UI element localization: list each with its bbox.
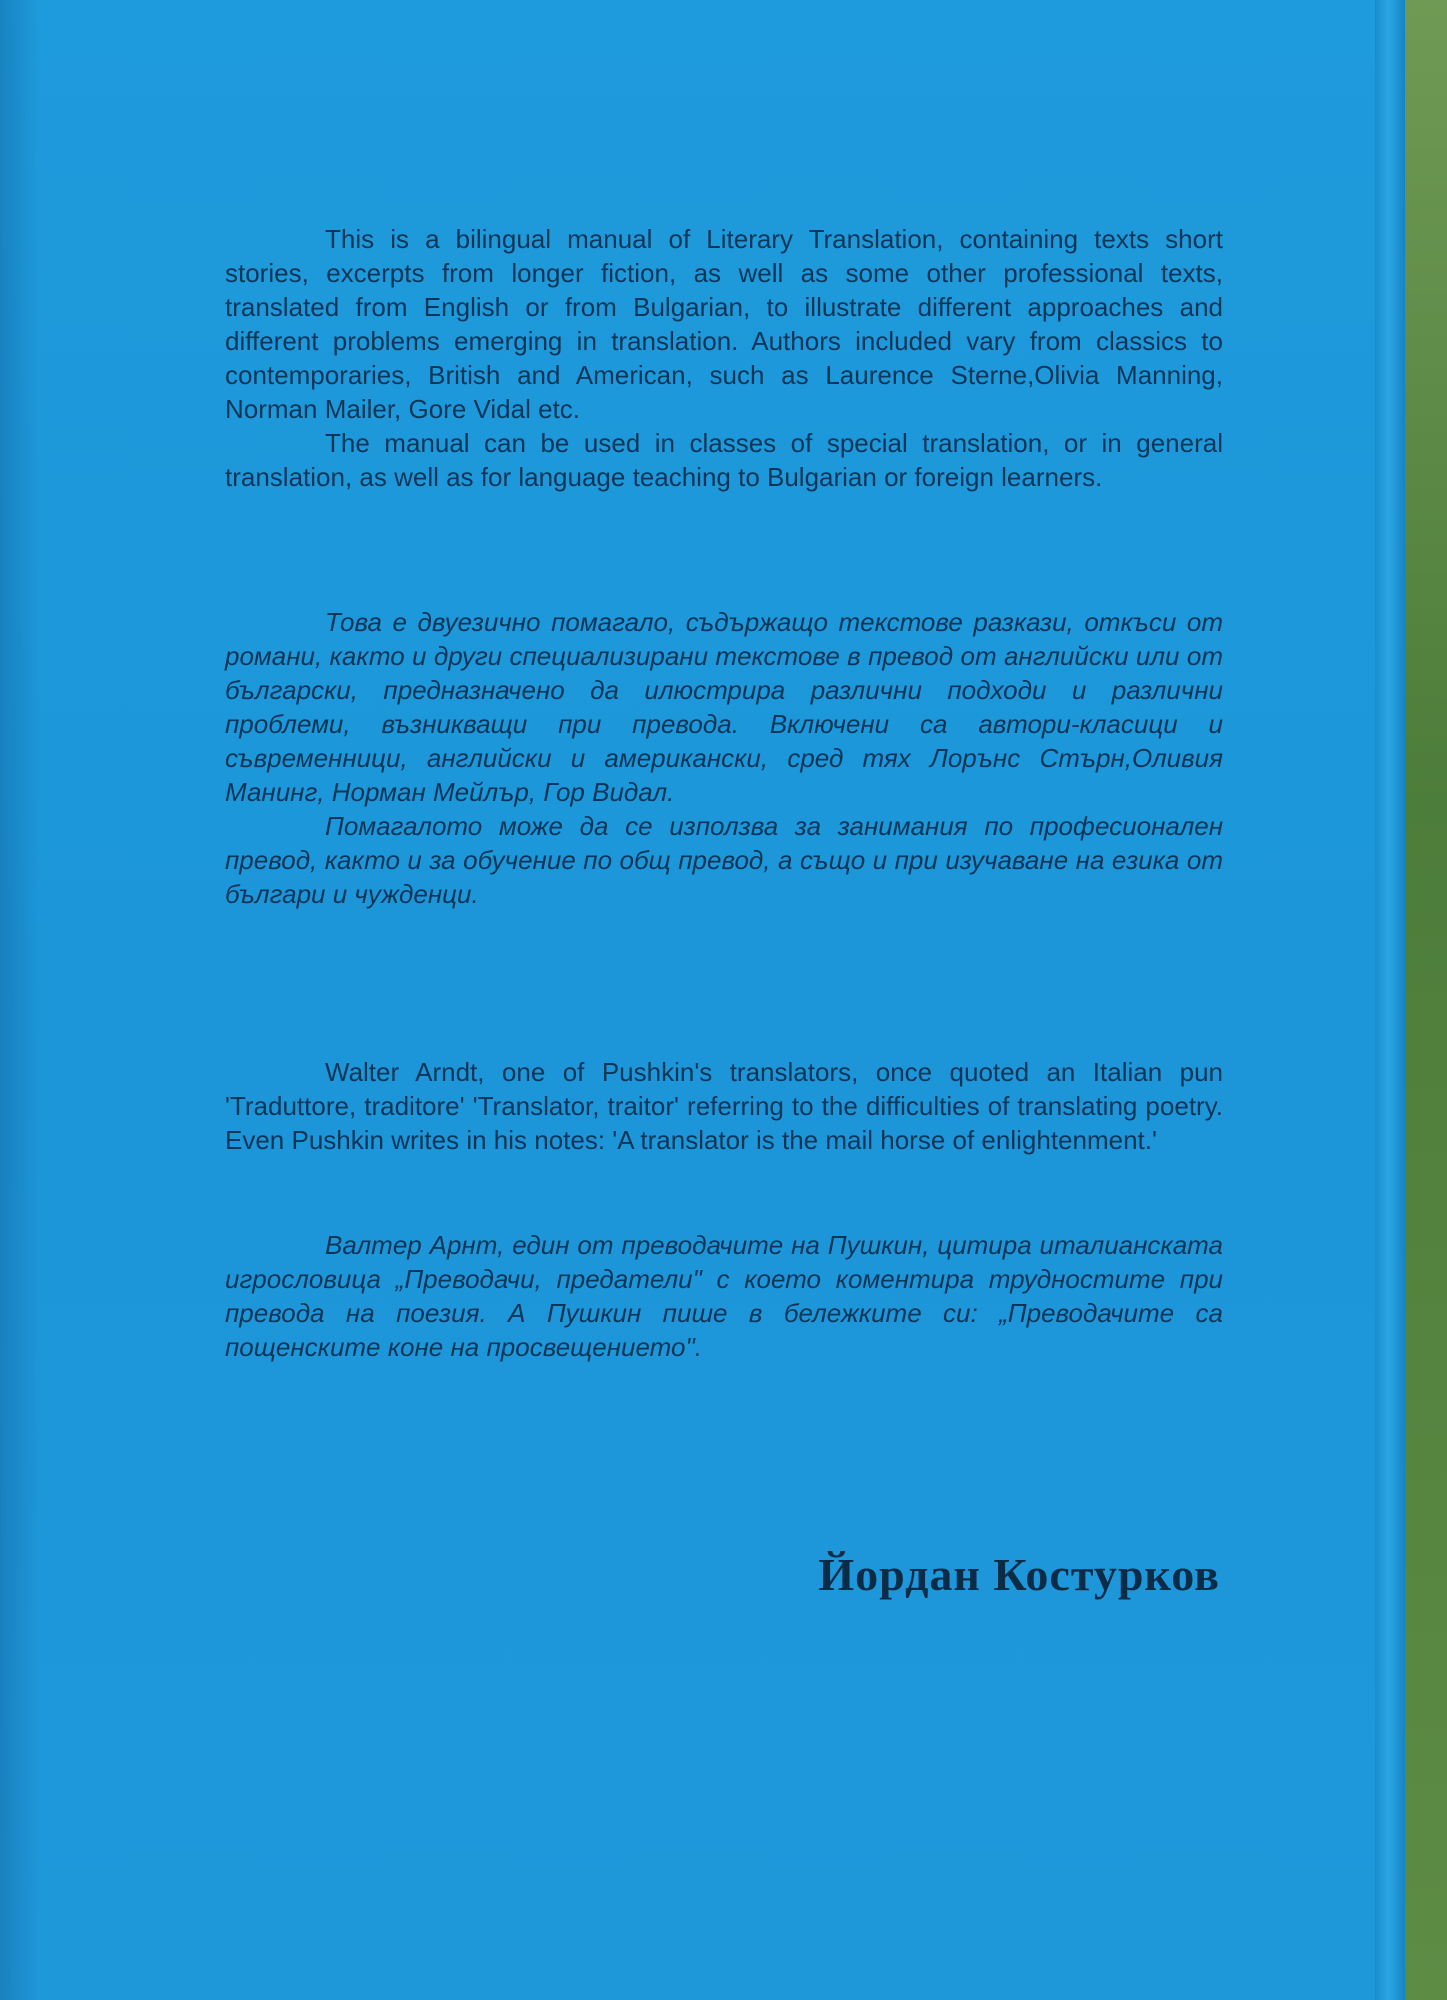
bulgarian-quote-text: Валтер Арнт, един от преводачите на Пушкин, цитира италианската игрословица „Преводачи, предатели" с което коментира трудностите при превода на поезия. А Пушкин пише в бележките си: „Преводачите са пощенските коне на просвещението".	[225, 1230, 1223, 1362]
author-name: Йордан Костурков	[818, 1549, 1220, 1600]
english-quote	[225, 1055, 1223, 1157]
bulgarian-intro-paragraph-2: Помагалото може да се използва за занимания по професионален превод, както и за обучение по общ превод, а също и при изучаване на езика от българи и чужденци.	[225, 811, 1223, 909]
english-intro	[225, 222, 1223, 494]
bulgarian-intro-paragraph-1: Това е двуезично помагало, съдържащо текстове разкази, откъси от романи, както и други специализирани текстове в превод от английски или от български, предназначено да илюстрира различни подходи и различни проблеми, възникващи при превода. Включени са автори-класици и съвременници, английски и американски, сред тях Лорънс Стърн,Оливия Манинг, Норман Мейлър, Гор Видал.	[225, 607, 1223, 807]
cover-shadow	[0, 0, 40, 2000]
bulgarian-quote	[225, 1228, 1223, 1364]
english-quote-text: Walter Arndt, one of Pushkin's translators, once quoted an Italian pun 'Traduttore, traditore' 'Translator, traitor' referring to the difficulties of translating poetry. Even Pushkin writes in his notes: 'A translator is the mail horse of enlightenment.'	[225, 1057, 1223, 1155]
english-intro-paragraph-1: This is a bilingual manual of Literary Translation, containing texts short stories, excerpts from longer fiction, as well as some other professional texts, translated from English or from Bulgarian, to illustrate different approaches and different problems emerging in translation. Authors included vary from classics to contemporaries, British and American, such as Laurence Sterne,Olivia Manning, Norman Mailer, Gore Vidal etc.	[225, 224, 1223, 424]
book-page-edge	[1375, 0, 1405, 2000]
bulgarian-intro	[225, 605, 1223, 911]
english-intro-paragraph-2: The manual can be used in classes of special translation, or in general translation, as well as for language teaching to Bulgarian or foreign learners.	[225, 428, 1223, 492]
